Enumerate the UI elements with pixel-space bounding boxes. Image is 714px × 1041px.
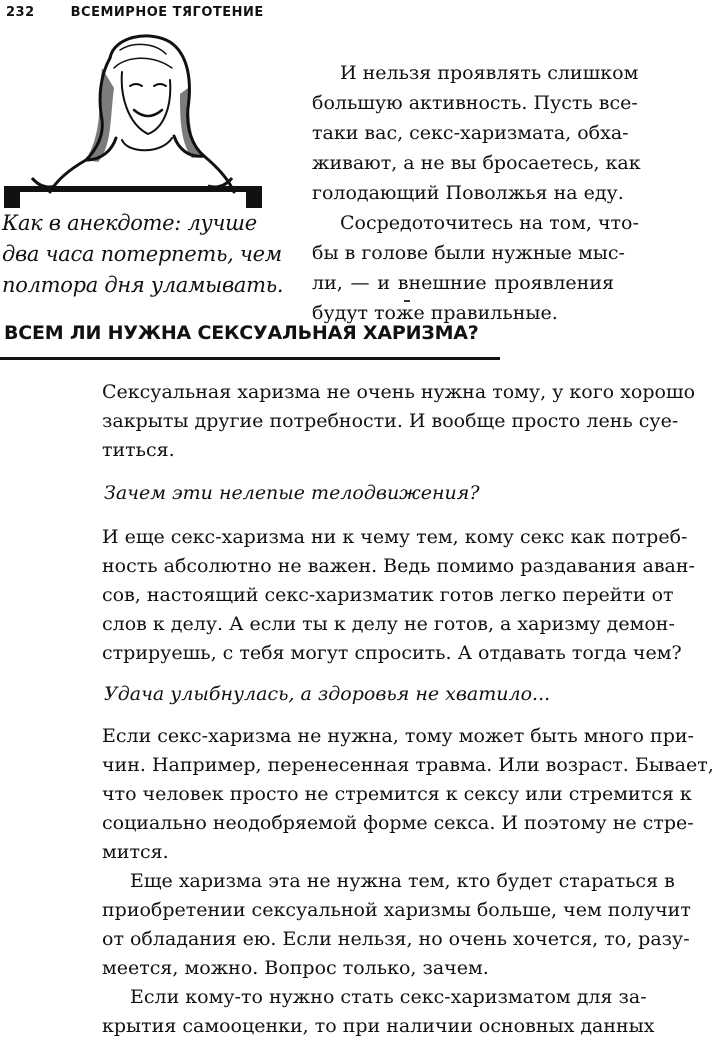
caption-line: полтора дня уламывать. xyxy=(2,273,284,297)
text-line: социально неодобряемой форме секса. И поэтому не стре- xyxy=(102,812,694,834)
text-line: Сосредоточитесь на том, что- xyxy=(340,212,639,234)
woman-portrait-illustration xyxy=(2,28,264,208)
text-line: живают, а не вы бросаетесь, как xyxy=(312,152,641,174)
text-line: Если секс-харизма не нужна, тому может быть много при- xyxy=(102,725,694,747)
caption-line: Как в анекдоте: лучше xyxy=(2,211,257,235)
text-line: стрируешь, с тебя могут спросить. А отдавать тогда чем? xyxy=(102,642,682,664)
text-line: закрыты другие потребности. И вообще просто лень суе- xyxy=(102,410,679,432)
figure-caption xyxy=(2,208,284,301)
text-line: И еще секс-харизма ни к чему тем, кому секс как потреб- xyxy=(102,526,688,548)
running-title: ВСЕМИРНОЕ ТЯГОТЕНИЕ xyxy=(70,4,264,20)
caption-line: два часа потерпеть, чем xyxy=(2,242,282,266)
subheading-2: Удача улыбнулась, а здоровья не хватило... xyxy=(104,683,551,705)
text-line: от обладания ею. Если нельзя, но очень хочется, то, разу- xyxy=(102,928,690,950)
text-line: приобретении сексуальной харизмы больше, чем получит xyxy=(102,899,691,921)
paragraph-1 xyxy=(102,378,696,465)
text-line: И нельзя проявлять слишком xyxy=(340,62,639,84)
text-line: крытия самооценки, то при наличии основных данных xyxy=(102,1015,655,1037)
text-line: голодающий Поволжья на еду. xyxy=(312,182,624,204)
text-line: чин. Например, перенесенная травма. Или возраст. Бывает, xyxy=(102,754,714,776)
text-line: Сексуальная харизма не очень нужна тому, у кого хорошо xyxy=(102,381,696,403)
text-line: ли, — и внешние проявления xyxy=(312,272,614,294)
text-line: большую активность. Пусть все- xyxy=(312,92,638,114)
stray-mark xyxy=(404,300,410,302)
text-line: будут тоже правильные. xyxy=(312,302,558,324)
text-line: бы в голове были нужные мыс- xyxy=(312,242,625,264)
text-line: ность абсолютно не важен. Ведь помимо раздавания аван- xyxy=(102,555,695,577)
text-line: сов, настоящий секс-харизматик готов легко перейти от xyxy=(102,584,674,606)
page-number: 232 xyxy=(6,4,35,20)
paragraph-3 xyxy=(102,722,714,1041)
text-line: меется, можно. Вопрос только, зачем. xyxy=(102,957,489,979)
text-line: что человек просто не стремится к сексу или стремится к xyxy=(102,783,692,805)
running-header xyxy=(6,2,264,22)
subheading-1: Зачем эти нелепые телодвижения? xyxy=(104,482,480,504)
text-line: мится. xyxy=(102,841,169,863)
text-line: титься. xyxy=(102,439,175,461)
section-heading: ВСЕМ ЛИ НУЖНА СЕКСУАЛЬНАЯ ХАРИЗМА? xyxy=(4,322,479,344)
side-column-text xyxy=(312,58,641,328)
text-line: Еще харизма эта не нужна тем, кто будет стараться в xyxy=(130,870,675,892)
paragraph-2 xyxy=(102,523,695,668)
heading-underline xyxy=(0,357,500,360)
text-line: таки вас, секс-харизмата, обха- xyxy=(312,122,629,144)
text-line: слов к делу. А если ты к делу не готов, а харизму демон- xyxy=(102,613,675,635)
text-line: Если кому-то нужно стать секс-харизматом для за- xyxy=(130,986,647,1008)
